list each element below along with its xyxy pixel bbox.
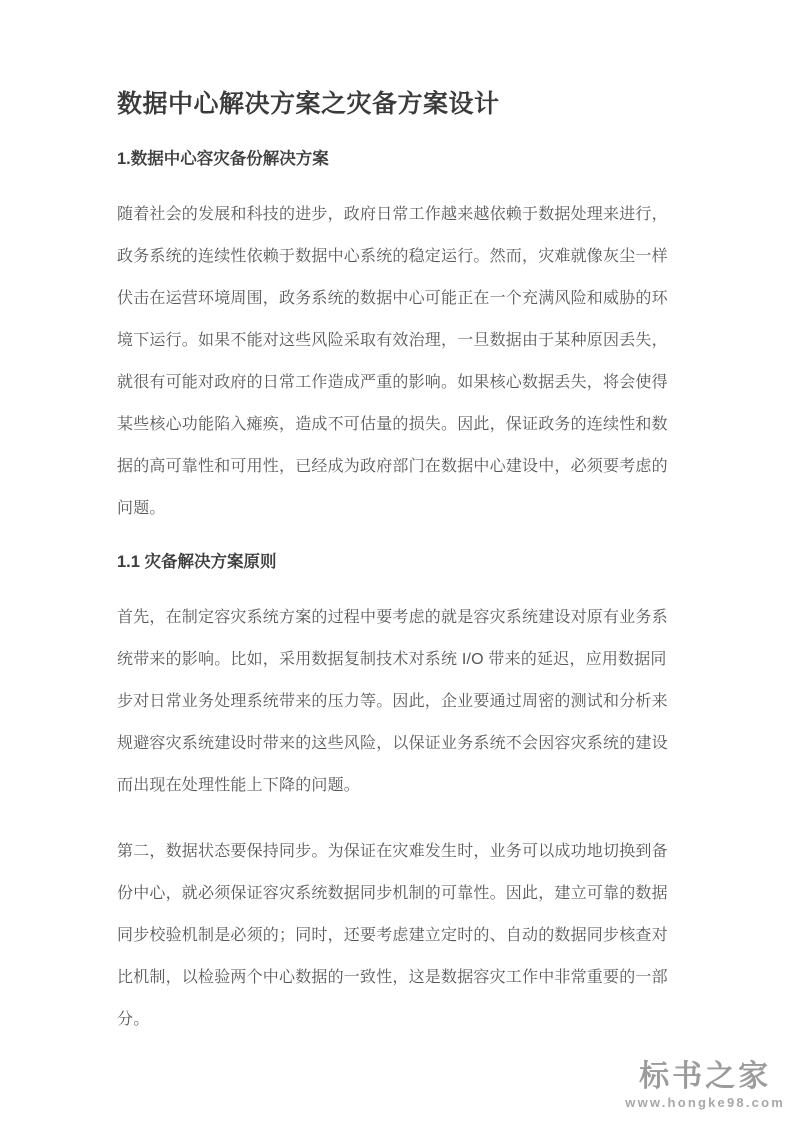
section-heading-1-1: 1.1 灾备解决方案原则	[117, 553, 277, 571]
paragraph: 第二，数据状态要保持同步。为保证在灾难发生时，业务可以成功地切换到备份中心，就必须保证容灾系统数据同步机制的可靠性。因此，建立可靠的数据同步校验机制是必须的；同时，还要考虑建立定时的、自动的数据同步核查对比机制，以检验两个中心数据的一致性，这是数据容灾工作中非常重要的一部分。	[117, 843, 668, 1028]
paragraph: 首先，在制定容灾系统方案的过程中要考虑的就是容灾系统建设对原有业务系统带来的影响。比如，采用数据复制技术对系统 I/O 带来的延迟，应用数据同步对日常业务处理系统带来的压力等。因此，企业要通过周密的测试和分析来规避容灾系统建设时带来的这些风险，以保证业务系统不会因容灾系统的建设而出现在处理性能上下降的问题。	[117, 609, 668, 794]
section-heading-1: 1.数据中心容灾备份解决方案	[117, 150, 329, 168]
watermark-url: www.hongke98.com	[625, 1095, 785, 1110]
watermark-logo-text: 标书之家	[639, 1059, 772, 1093]
document-title: 数据中心解决方案之灾备方案设计	[117, 91, 500, 118]
paragraph: 随着社会的发展和科技的进步，政府日常工作越来越依赖于数据处理来进行，政务系统的连续性依赖于数据中心系统的稳定运行。然而，灾难就像灰尘一样伏击在运营环境周围，政务系统的数据中心可能正在一个充满风险和威胁的环境下运行。如果不能对这些风险采取有效治理，一旦数据由于某种原因丢失，就很有可能对政府的日常工作造成严重的影响。如果核心数据丢失，将会使得某些核心功能陷入瘫痪，造成不可估量的损失。因此，保证政务的连续性和数据的高可靠性和可用性，已经成为政府部门在数据中心建设中，必须要考虑的问题。	[117, 206, 668, 517]
watermark	[625, 1061, 785, 1111]
